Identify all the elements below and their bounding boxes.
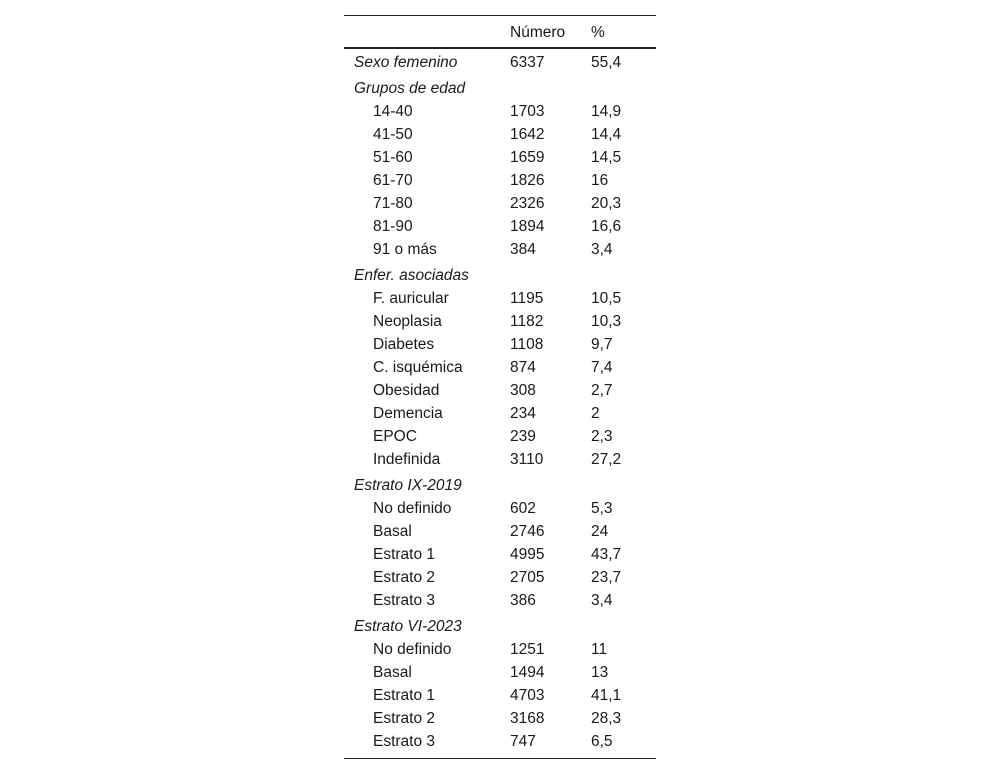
row-percent: 7,4 <box>591 359 613 376</box>
table-row <box>344 543 656 566</box>
row-label: Sexo femenino <box>354 54 458 71</box>
row-percent: 27,2 <box>591 451 622 468</box>
table-row <box>344 238 656 261</box>
group-header-row <box>344 76 656 100</box>
row-label: Neoplasia <box>373 313 442 330</box>
row-percent: 9,7 <box>591 336 613 353</box>
row-percent: 14,4 <box>591 126 622 143</box>
group-label: Estrato IX-2019 <box>354 477 462 494</box>
table-row <box>344 497 656 520</box>
row-label: Estrato 3 <box>373 733 436 750</box>
row-number: 2326 <box>510 195 545 212</box>
row-percent: 24 <box>591 523 609 540</box>
table-row <box>344 356 656 379</box>
row-number: 239 <box>510 428 536 445</box>
row-label: 71-80 <box>373 195 413 212</box>
row-number: 1494 <box>510 664 545 681</box>
row-percent: 10,3 <box>591 313 622 330</box>
table-row <box>344 448 656 471</box>
table-row <box>344 51 656 74</box>
row-label: No definido <box>373 500 452 517</box>
table-row <box>344 589 656 612</box>
table-row <box>344 684 656 707</box>
row-percent: 43,7 <box>591 546 622 563</box>
row-number: 874 <box>510 359 536 376</box>
row-label: Demencia <box>373 405 443 422</box>
row-label: Estrato 2 <box>373 710 436 727</box>
row-label: F. auricular <box>373 290 449 307</box>
row-label: Estrato 1 <box>373 546 436 563</box>
row-percent: 10,5 <box>591 290 622 307</box>
row-number: 6337 <box>510 54 545 71</box>
row-number: 2705 <box>510 569 545 586</box>
table-row <box>344 123 656 146</box>
row-number: 1703 <box>510 103 545 120</box>
row-percent: 14,5 <box>591 149 622 166</box>
table-row <box>344 310 656 333</box>
row-label: Obesidad <box>373 382 440 399</box>
row-number: 602 <box>510 500 536 517</box>
header-number: Número <box>510 24 566 41</box>
row-percent: 3,4 <box>591 592 613 609</box>
row-percent: 23,7 <box>591 569 622 586</box>
row-number: 1182 <box>510 313 544 330</box>
row-label: Estrato 2 <box>373 569 436 586</box>
table-header <box>344 16 656 47</box>
table-row <box>344 192 656 215</box>
table-row <box>344 730 656 753</box>
row-percent: 16,6 <box>591 218 622 235</box>
table-row <box>344 287 656 310</box>
row-label: Estrato 1 <box>373 687 436 704</box>
row-label: C. isquémica <box>373 359 463 376</box>
row-number: 308 <box>510 382 536 399</box>
row-number: 4703 <box>510 687 545 704</box>
row-label: 51-60 <box>373 149 413 166</box>
table-row <box>344 379 656 402</box>
row-percent: 3,4 <box>591 241 613 258</box>
row-number: 1659 <box>510 149 545 166</box>
group-label: Grupos de edad <box>354 80 466 97</box>
row-percent: 55,4 <box>591 54 622 71</box>
table-body <box>344 51 656 753</box>
row-number: 1251 <box>510 641 545 658</box>
row-number: 386 <box>510 592 536 609</box>
row-number: 1642 <box>510 126 545 143</box>
row-percent: 41,1 <box>591 687 622 704</box>
group-header-row <box>344 263 656 287</box>
table-row <box>344 333 656 356</box>
row-number: 3110 <box>510 451 544 468</box>
header-rule <box>344 47 656 49</box>
row-label: EPOC <box>373 428 417 445</box>
group-label: Estrato VI-2023 <box>354 618 462 635</box>
table-row <box>344 638 656 661</box>
bottom-rule <box>344 758 656 759</box>
row-number: 747 <box>510 733 536 750</box>
row-label: 61-70 <box>373 172 413 189</box>
row-label: 91 o más <box>373 241 437 258</box>
row-label: 81-90 <box>373 218 413 235</box>
row-label: 41-50 <box>373 126 413 143</box>
row-percent: 14,9 <box>591 103 622 120</box>
table-row <box>344 402 656 425</box>
row-number: 1108 <box>510 336 544 353</box>
table-row <box>344 169 656 192</box>
row-label: No definido <box>373 641 452 658</box>
row-label: Basal <box>373 523 412 540</box>
row-label: Indefinida <box>373 451 441 468</box>
table-row <box>344 520 656 543</box>
row-percent: 5,3 <box>591 500 613 517</box>
row-label: 14-40 <box>373 103 413 120</box>
row-number: 1894 <box>510 218 545 235</box>
row-number: 234 <box>510 405 536 422</box>
row-percent: 2 <box>591 405 600 422</box>
row-number: 384 <box>510 241 536 258</box>
row-number: 3168 <box>510 710 545 727</box>
group-header-row <box>344 473 656 497</box>
row-percent: 2,3 <box>591 428 613 445</box>
group-label: Enfer. asociadas <box>354 267 469 284</box>
row-label: Estrato 3 <box>373 592 436 609</box>
row-number: 4995 <box>510 546 545 563</box>
row-number: 1826 <box>510 172 545 189</box>
row-number: 2746 <box>510 523 545 540</box>
table-row <box>344 425 656 448</box>
row-number: 1195 <box>510 290 544 307</box>
table-row <box>344 215 656 238</box>
table-row <box>344 100 656 123</box>
row-percent: 2,7 <box>591 382 613 399</box>
group-header-row <box>344 614 656 638</box>
table-row <box>344 707 656 730</box>
header-percent: % <box>591 24 605 41</box>
table-row <box>344 661 656 684</box>
table-row <box>344 146 656 169</box>
row-percent: 20,3 <box>591 195 622 212</box>
row-percent: 6,5 <box>591 733 613 750</box>
row-percent: 16 <box>591 172 609 189</box>
row-percent: 11 <box>591 641 608 658</box>
data-table <box>344 15 656 759</box>
row-percent: 28,3 <box>591 710 622 727</box>
table-row <box>344 566 656 589</box>
row-label: Basal <box>373 664 412 681</box>
row-percent: 13 <box>591 664 609 681</box>
row-label: Diabetes <box>373 336 435 353</box>
